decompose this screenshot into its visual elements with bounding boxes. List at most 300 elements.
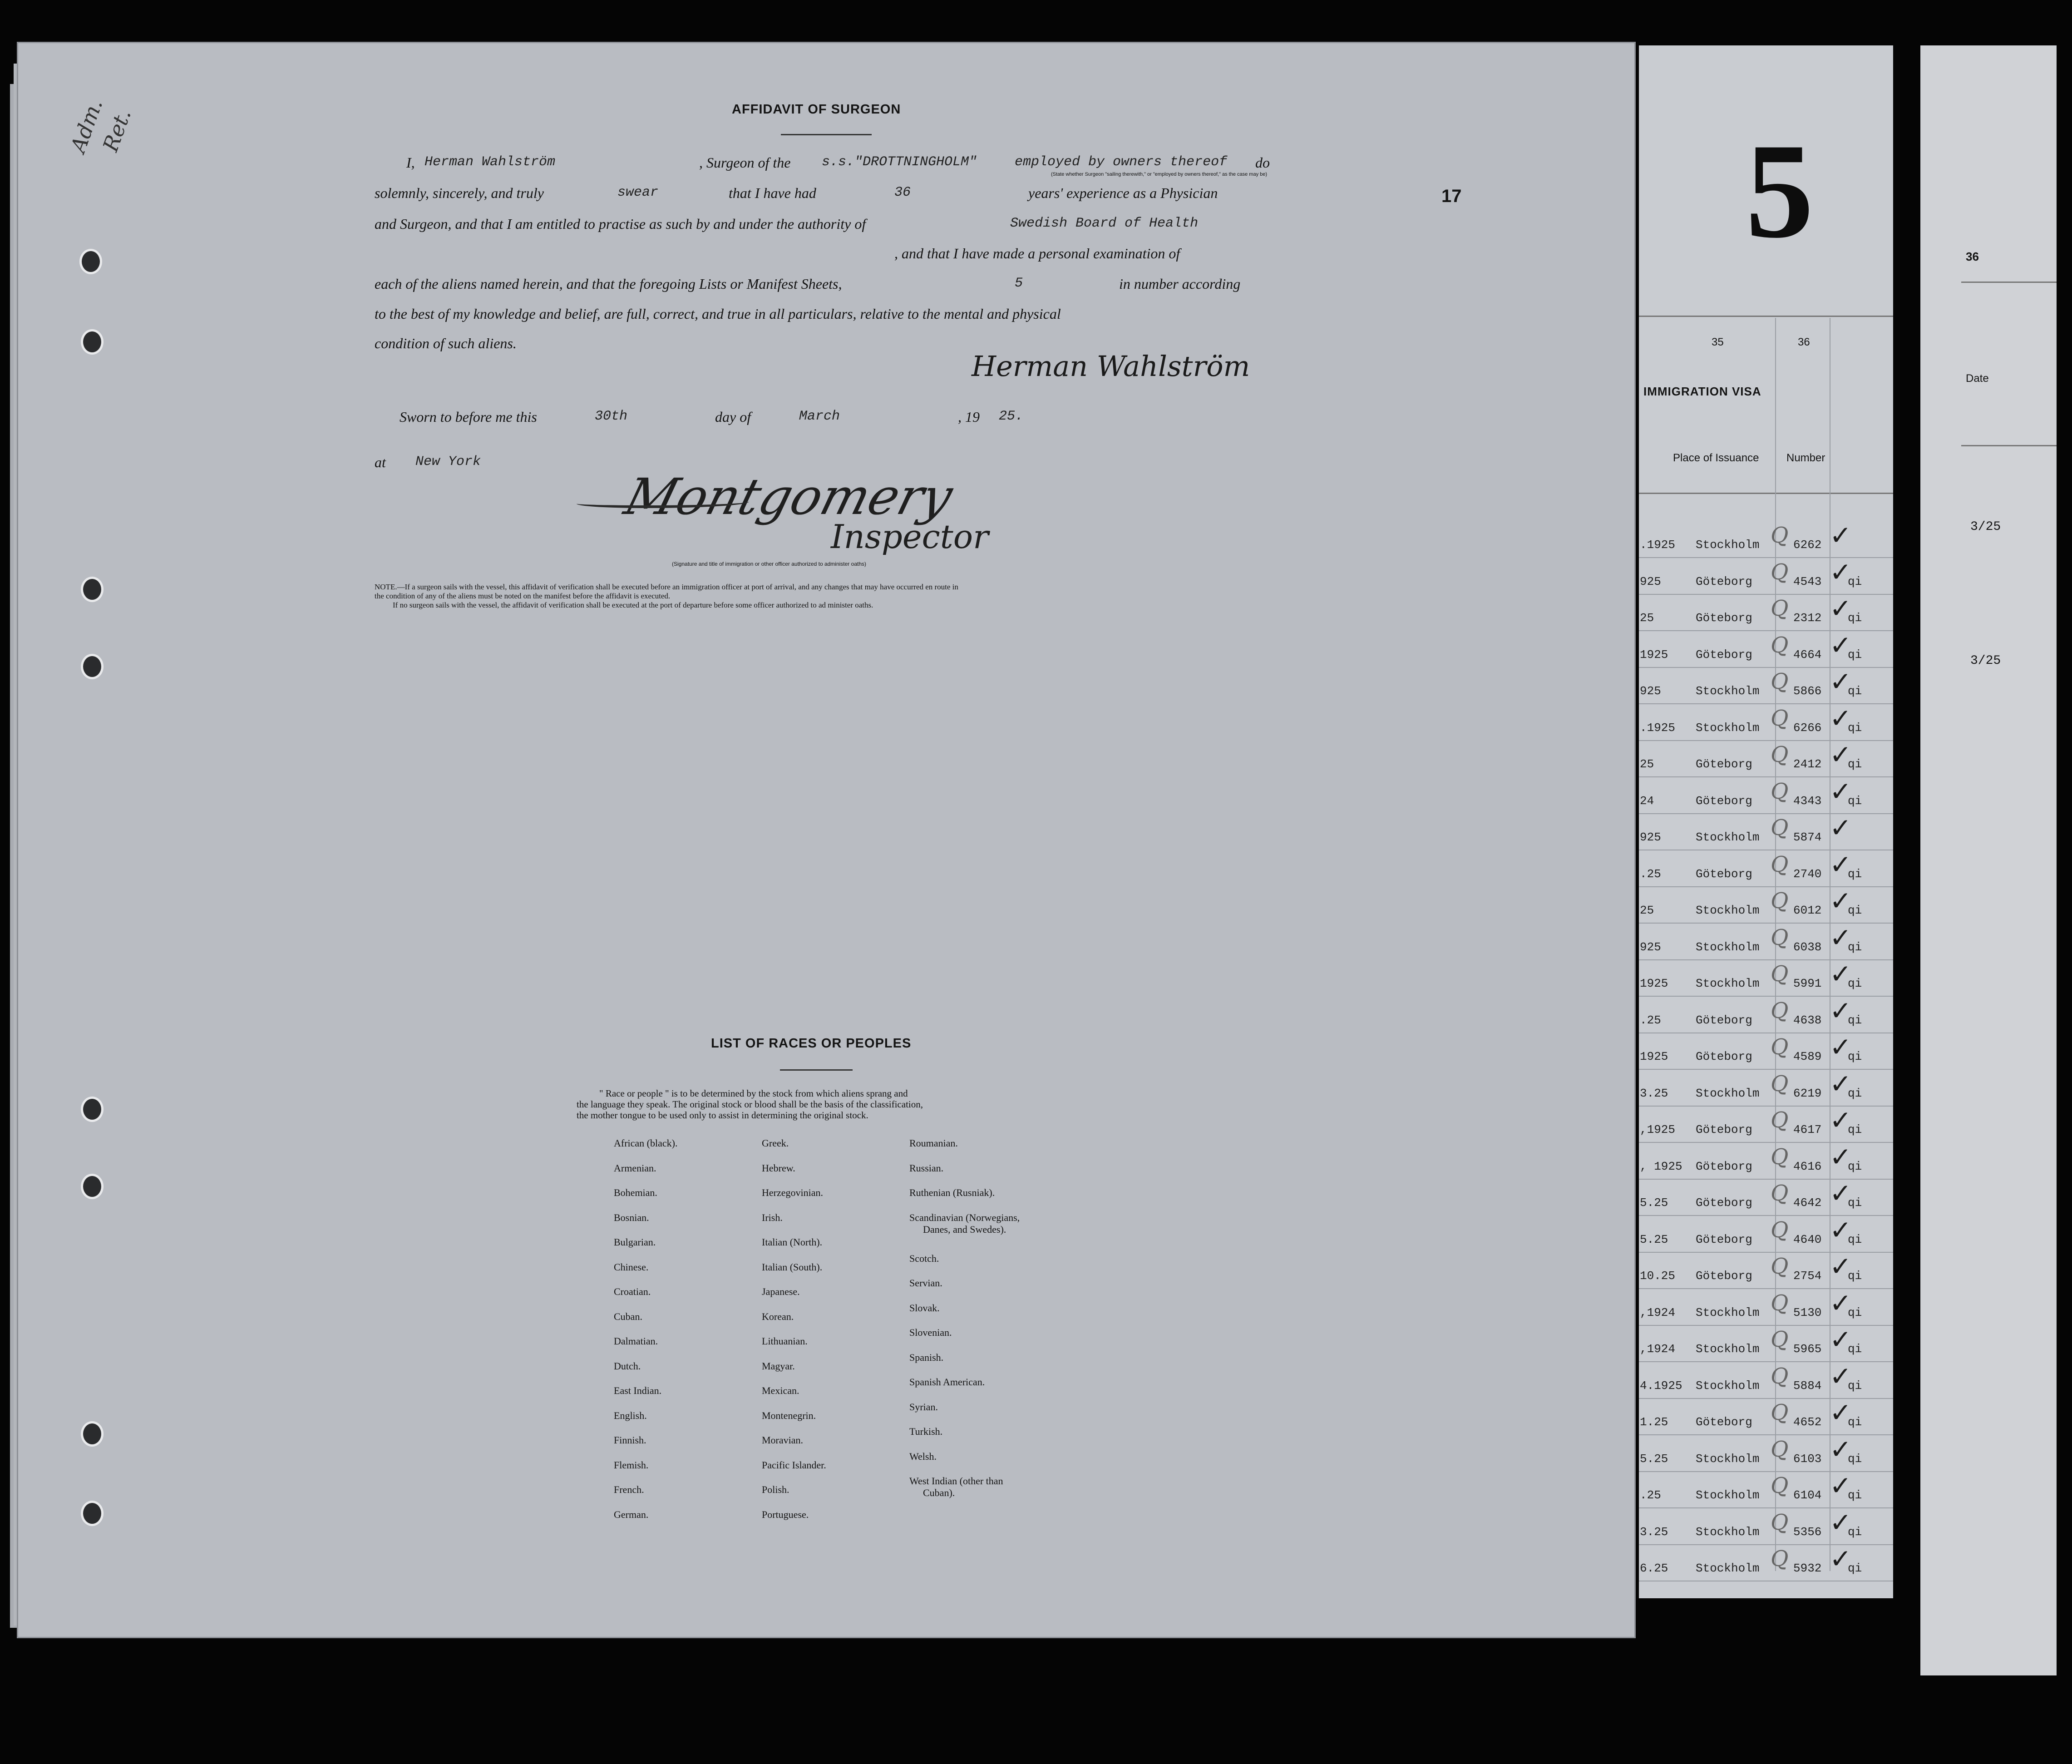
grid-line [1639, 776, 1893, 777]
race-item: Lithuanian. [762, 1335, 808, 1347]
visa-date: 4.1925 [1640, 1379, 1682, 1393]
visa-date: 5.25 [1640, 1452, 1668, 1466]
visa-mark: qi [1848, 1013, 1862, 1027]
check-mark-icon: ✓ [1830, 1360, 1852, 1392]
visa-number: 4638 [1793, 1013, 1822, 1027]
race-item: Welsh. [909, 1450, 937, 1462]
check-mark-icon: ✓ [1830, 1251, 1852, 1282]
races-col-3 [909, 1137, 1073, 1502]
affidavit-title: AFFIDAVIT OF SURGEON [732, 102, 901, 117]
punch-hole [81, 1097, 104, 1122]
visa-date: .25 [1640, 1488, 1661, 1502]
q-mark-icon: Q [1771, 1473, 1789, 1498]
race-item: Finnish. [614, 1434, 646, 1446]
visa-sheet [1639, 45, 1893, 1598]
visa-mark: qi [1848, 1415, 1862, 1429]
grid-line [1639, 1142, 1893, 1143]
race-item: Turkish. [909, 1426, 943, 1437]
race-item: Polish. [762, 1484, 789, 1495]
text: Sworn to before me this [400, 409, 537, 425]
check-mark-icon: ✓ [1830, 702, 1852, 734]
visa-place: Göteborg [1696, 867, 1752, 881]
race-item: Korean. [762, 1310, 794, 1322]
q-mark-icon: Q [1771, 669, 1789, 694]
check-mark-icon: ✓ [1830, 1507, 1852, 1538]
visa-place: Göteborg [1696, 1013, 1752, 1027]
visa-number: 4343 [1793, 794, 1822, 808]
employer-note: (State whether Surgeon "sailing therewith," or "employed by owners thereof," as the case may be) [1051, 172, 1268, 177]
q-mark-icon: Q [1771, 596, 1789, 621]
visa-header: IMMIGRATION VISA [1643, 385, 1761, 398]
q-mark-icon: Q [1771, 1107, 1789, 1133]
race-item: German. [614, 1508, 649, 1520]
visa-number: 6104 [1793, 1488, 1822, 1502]
visa-number: 5130 [1793, 1305, 1822, 1319]
grid-line [1639, 1106, 1893, 1107]
races-title: LIST OF RACES OR PEOPLES [711, 1036, 912, 1051]
check-mark-icon: ✓ [1830, 1324, 1852, 1355]
visa-date: 925 [1640, 684, 1661, 698]
visa-mark: qi [1848, 977, 1862, 990]
visa-date: 3.25 [1640, 1525, 1668, 1539]
punch-hole [81, 329, 104, 355]
text: West Indian (other than [909, 1475, 1003, 1487]
visa-date: 25 [1640, 611, 1654, 625]
race-item: East Indian. [614, 1385, 662, 1396]
visa-mark: qi [1848, 867, 1862, 881]
check-mark-icon: ✓ [1830, 885, 1852, 916]
visa-place: Göteborg [1696, 611, 1752, 625]
q-mark-icon: Q [1771, 1436, 1789, 1462]
text: day of [715, 409, 751, 425]
intro-line: the language they speak. The original stock or blood shall be the basis of the classification, [577, 1099, 923, 1110]
visa-place: Göteborg [1696, 647, 1752, 662]
visa-number: 6219 [1793, 1086, 1822, 1100]
visa-mark: qi [1848, 1159, 1862, 1173]
visa-place: Stockholm [1696, 1488, 1760, 1502]
check-mark-icon: ✓ [1830, 593, 1852, 624]
race-item: Bosnian. [614, 1211, 649, 1223]
visa-place: Göteborg [1696, 757, 1752, 771]
visa-number: 2740 [1793, 867, 1822, 881]
sheet-number: 5 [1746, 115, 1814, 266]
check-mark-icon: ✓ [1830, 739, 1852, 770]
visa-number: 5991 [1793, 977, 1822, 990]
punch-hole [81, 1501, 104, 1526]
visa-mark: qi [1848, 904, 1862, 917]
q-mark-icon: Q [1771, 778, 1789, 804]
visa-number: 4616 [1793, 1159, 1822, 1173]
check-mark-icon: ✓ [1830, 1141, 1852, 1172]
race-item: Scotch. [909, 1252, 939, 1264]
q-mark-icon: Q [1771, 1400, 1789, 1425]
employer: employed by owners thereof [1015, 154, 1228, 170]
years: 36 [894, 185, 911, 200]
race-item: Dalmatian. [614, 1335, 658, 1347]
visa-date: ,1924 [1640, 1305, 1676, 1319]
visa-place: Göteborg [1696, 574, 1752, 588]
text: years' experience as a Physician [1028, 185, 1218, 201]
visa-number: 6012 [1793, 904, 1822, 917]
grid-line [1639, 923, 1893, 924]
check-mark-icon: ✓ [1830, 922, 1852, 953]
visa-number: 4589 [1793, 1050, 1822, 1063]
visa-place: Göteborg [1696, 1269, 1752, 1283]
affidavit-line-5 [375, 276, 1283, 298]
sworn-year: 25. [999, 409, 1024, 424]
officer-caption: (Signature and title of immigration or other officer authorized to administer oaths) [672, 561, 866, 567]
race-item: Flemish. [614, 1459, 649, 1471]
visa-mark: qi [1848, 647, 1862, 662]
visa-mark: qi [1848, 794, 1862, 808]
back-sheet-date-header: Date [1966, 372, 1989, 385]
affidavit-line-2 [375, 185, 1278, 208]
visa-number: 5932 [1793, 1561, 1822, 1575]
races-col-1 [614, 1137, 750, 1533]
grid-line [1639, 1507, 1893, 1508]
race-item: Italian (South). [762, 1261, 823, 1273]
punch-hole [81, 654, 104, 679]
check-mark-icon: ✓ [1830, 666, 1852, 697]
visa-number: 4543 [1793, 574, 1822, 588]
check-mark-icon: ✓ [1830, 1397, 1852, 1428]
visa-number: 2412 [1793, 757, 1822, 771]
visa-mark: qi [1848, 1269, 1862, 1283]
q-mark-icon: Q [1771, 961, 1789, 987]
col-35: 35 [1712, 336, 1724, 348]
visa-number: 5965 [1793, 1342, 1822, 1356]
visa-number: 6266 [1793, 721, 1822, 735]
intro-line: " Race or people " is to be determined by the stock from which aliens sprang and [599, 1088, 908, 1099]
visa-mark: qi [1848, 940, 1862, 954]
race-item: Armenian. [614, 1162, 656, 1174]
visa-place: Göteborg [1696, 1196, 1752, 1210]
text: at [375, 454, 386, 470]
grid-line [1639, 1288, 1893, 1289]
visa-number: 4617 [1793, 1123, 1822, 1136]
number-header: Number [1786, 452, 1825, 464]
q-mark-icon: Q [1771, 559, 1789, 585]
grid-line [1639, 594, 1893, 595]
note-line: If no surgeon sails with the vessel, the affidavit of verification shall be executed at the port of departure before some officer authorized to ad minister oaths. [393, 601, 873, 609]
check-mark-icon: ✓ [1830, 1214, 1852, 1245]
visa-mark: qi [1848, 1123, 1862, 1136]
visa-place: Göteborg [1696, 1123, 1752, 1136]
visa-place: Stockholm [1696, 1525, 1760, 1539]
race-item: Magyar. [762, 1360, 795, 1372]
race-item: Chinese. [614, 1261, 649, 1273]
check-mark-icon: ✓ [1830, 1068, 1852, 1099]
affidavit-line-4: , and that I have made a personal examination of [894, 245, 1180, 262]
text: and Surgeon, and that I am entitled to practise as such by and under the authority of [375, 216, 866, 232]
race-item: French. [614, 1484, 644, 1495]
q-mark-icon: Q [1771, 742, 1789, 767]
visa-mark: qi [1848, 1196, 1862, 1210]
visa-date: ,1924 [1640, 1342, 1676, 1356]
visa-place: Stockholm [1696, 1342, 1760, 1356]
visa-place: Göteborg [1696, 1415, 1752, 1429]
text: Scandinavian (Norwegians, [909, 1211, 1020, 1223]
visa-date: 1.25 [1640, 1415, 1668, 1429]
race-item: Spanish American. [909, 1376, 985, 1388]
grid-line [1639, 1544, 1893, 1545]
q-mark-icon: Q [1771, 1546, 1789, 1571]
affidavit-line-7: condition of such aliens. [375, 335, 517, 351]
grid-line [1639, 630, 1893, 631]
race-item-scandinavian [909, 1212, 1073, 1253]
grid-line [1639, 667, 1893, 668]
surgeon-name: Herman Wahlström [424, 154, 556, 170]
visa-number: 5884 [1793, 1379, 1822, 1393]
place: New York [415, 454, 481, 469]
visa-mark: qi [1848, 1342, 1862, 1356]
visa-place: Stockholm [1696, 904, 1760, 917]
punch-hole [81, 1421, 104, 1447]
race-item: Croatian. [614, 1286, 651, 1297]
visa-date: 10.25 [1640, 1269, 1676, 1283]
visa-mark: qi [1848, 574, 1862, 588]
grid-line [1639, 996, 1893, 997]
sworn-month: March [799, 409, 840, 424]
visa-number: 6038 [1793, 940, 1822, 954]
title-rule [780, 1069, 853, 1071]
visa-number: 4664 [1793, 647, 1822, 662]
back-sheet-date-2: 3/25 [1970, 654, 2001, 668]
visa-date: 25 [1640, 904, 1654, 917]
visa-date: 5.25 [1640, 1196, 1668, 1210]
race-item: Dutch. [614, 1360, 641, 1372]
header-rule [1639, 316, 1893, 317]
visa-date: 24 [1640, 794, 1654, 808]
visa-date: .1925 [1640, 538, 1676, 552]
q-mark-icon: Q [1771, 1144, 1789, 1170]
authority: Swedish Board of Health [1010, 216, 1199, 231]
back-sheet-col-number: 36 [1966, 250, 1979, 263]
visa-mark: qi [1848, 757, 1862, 771]
header-rule [1639, 493, 1893, 494]
visa-date: 925 [1640, 574, 1661, 588]
visa-place: Stockholm [1696, 1379, 1760, 1393]
grid-line [1639, 557, 1893, 558]
back-sheet-date-1: 3/25 [1970, 520, 2001, 534]
q-mark-icon: Q [1771, 998, 1789, 1023]
affidavit-note [375, 583, 1283, 610]
affidavit-line-3 [375, 216, 1283, 238]
grid-line [1639, 1215, 1893, 1216]
grid-line [1639, 886, 1893, 887]
race-item: Hebrew. [762, 1162, 795, 1174]
race-item: Bulgarian. [614, 1236, 656, 1248]
q-mark-icon: Q [1771, 851, 1789, 877]
q-mark-icon: Q [1771, 1290, 1789, 1316]
visa-mark: qi [1848, 1452, 1862, 1466]
oath-word: swear [617, 185, 659, 200]
q-mark-icon: Q [1771, 1254, 1789, 1279]
sworn-day: 30th [595, 409, 628, 424]
visa-mark: qi [1848, 721, 1862, 735]
ship-name: s.s."DROTTNINGHOLM" [822, 154, 977, 170]
visa-mark: qi [1848, 611, 1862, 625]
visa-date: 5.25 [1640, 1232, 1668, 1246]
visa-number: 2312 [1793, 611, 1822, 625]
visa-place: Stockholm [1696, 830, 1760, 844]
visa-mark: qi [1848, 1086, 1862, 1100]
race-item: Servian. [909, 1277, 942, 1289]
visa-place: Göteborg [1696, 1232, 1752, 1246]
grid-line [1639, 1252, 1893, 1253]
visa-date: 25 [1640, 757, 1654, 771]
visa-mark: qi [1848, 1379, 1862, 1393]
race-item: Roumanian. [909, 1137, 958, 1149]
text: in number according [1119, 276, 1241, 292]
surgeon-signature: Herman Wahlström [972, 350, 1250, 383]
grid-line [1639, 813, 1893, 814]
check-mark-icon: ✓ [1830, 849, 1852, 880]
check-mark-icon: ✓ [1830, 1433, 1852, 1465]
race-item: Spanish. [909, 1351, 944, 1363]
punch-hole [81, 1174, 104, 1199]
check-mark-icon: ✓ [1830, 959, 1852, 989]
q-mark-icon: Q [1771, 1327, 1789, 1352]
q-mark-icon: Q [1771, 632, 1789, 658]
race-item: Russian. [909, 1162, 944, 1174]
sworn-line [400, 409, 1035, 431]
visa-mark: qi [1848, 1305, 1862, 1319]
text: , 19 [958, 409, 980, 425]
race-item: Syrian. [909, 1401, 938, 1413]
affidavit-line-6: to the best of my knowledge and belief, are full, correct, and true in all particulars, relative to the mental and physical [375, 306, 1061, 322]
visa-place: Stockholm [1696, 1305, 1760, 1319]
q-mark-icon: Q [1771, 1509, 1789, 1535]
back-sheet-rule [1961, 282, 2057, 283]
q-mark-icon: Q [1771, 815, 1789, 840]
q-mark-icon: Q [1771, 705, 1789, 731]
q-mark-icon: Q [1771, 1181, 1789, 1206]
grid-line [1639, 1179, 1893, 1180]
race-item: English. [614, 1409, 647, 1421]
race-item: Slovenian. [909, 1327, 952, 1338]
visa-mark: qi [1848, 1525, 1862, 1539]
grid-line [1639, 1434, 1893, 1435]
visa-mark: qi [1848, 1561, 1862, 1575]
visa-mark: qi [1848, 1050, 1862, 1063]
officer-signature: Montgomery [618, 468, 959, 526]
text: Cuban). [923, 1487, 955, 1498]
visa-number: 4642 [1793, 1196, 1822, 1210]
text: each of the aliens named herein, and that the foregoing Lists or Manifest Sheets, [375, 276, 842, 292]
visa-place: Stockholm [1696, 721, 1760, 735]
visa-mark: qi [1848, 684, 1862, 698]
check-mark-icon: ✓ [1830, 1105, 1852, 1136]
visa-number: 5866 [1793, 684, 1822, 698]
grid-line [1639, 740, 1893, 741]
visa-place: Stockholm [1696, 684, 1760, 698]
visa-date: .25 [1640, 1013, 1661, 1027]
race-item: Pacific Islander. [762, 1459, 826, 1471]
title-rule [781, 134, 872, 135]
grid-line [1639, 1471, 1893, 1472]
visa-date: .25 [1640, 867, 1661, 881]
grid-line [1639, 1398, 1893, 1399]
visa-place: Stockholm [1696, 1452, 1760, 1466]
race-item: Cuban. [614, 1310, 642, 1322]
text: that I have had [729, 185, 816, 201]
visa-number: 6103 [1793, 1452, 1822, 1466]
visa-number: 4652 [1793, 1415, 1822, 1429]
check-mark-icon: ✓ [1830, 629, 1852, 661]
visa-place: Stockholm [1696, 538, 1760, 552]
race-item: Moravian. [762, 1434, 804, 1446]
visa-date: .1925 [1640, 721, 1676, 735]
grid-line [1639, 1361, 1893, 1362]
margin-note: Adm. [65, 95, 108, 156]
race-item: Portuguese. [762, 1508, 809, 1520]
race-item: African (black). [614, 1137, 678, 1149]
back-sheet-rule [1961, 445, 2057, 446]
place-header: Place of Issuance [1673, 452, 1759, 464]
races-col-2 [762, 1137, 907, 1533]
punch-hole [79, 249, 102, 274]
q-mark-icon: Q [1771, 523, 1789, 548]
visa-date: 1925 [1640, 1050, 1668, 1063]
visa-place: Göteborg [1696, 1050, 1752, 1063]
race-item: Montenegrin. [762, 1409, 816, 1421]
visa-place: Stockholm [1696, 940, 1760, 954]
punch-hole [81, 577, 104, 602]
race-item: Herzegovinian. [762, 1187, 823, 1198]
check-mark-icon: ✓ [1830, 1287, 1852, 1319]
visa-place: Stockholm [1696, 1561, 1760, 1575]
sheet-count: 5 [1015, 276, 1023, 291]
visa-number: 6262 [1793, 538, 1822, 552]
grid-line [1639, 703, 1893, 704]
race-item: Bohemian. [614, 1187, 657, 1198]
intro-line: the mother tongue to be used only to assist in determining the original stock. [577, 1110, 868, 1121]
text: , Surgeon of the [699, 154, 791, 171]
back-sheet [1920, 45, 2057, 1675]
text: solemnly, sincerely, and truly [375, 185, 544, 201]
visa-date: 925 [1640, 830, 1661, 844]
margin-note: Ret. [98, 106, 136, 155]
visa-number: 2754 [1793, 1269, 1822, 1283]
race-item: Irish. [762, 1211, 783, 1223]
race-item: Slovak. [909, 1302, 940, 1314]
check-mark-icon: ✓ [1830, 1470, 1852, 1501]
check-mark-icon: ✓ [1830, 556, 1852, 588]
race-item: Mexican. [762, 1385, 799, 1396]
visa-date: 6.25 [1640, 1561, 1668, 1575]
note-line: the condition of any of the aliens must be noted on the manifest before the affidavit is executed. [375, 592, 671, 600]
visa-date: 925 [1640, 940, 1661, 954]
grid-line [1639, 1069, 1893, 1070]
visa-date: 1925 [1640, 977, 1668, 990]
check-mark-icon: ✓ [1830, 1178, 1852, 1209]
q-mark-icon: Q [1771, 1363, 1789, 1389]
q-mark-icon: Q [1771, 1034, 1789, 1060]
text: Danes, and Swedes). [923, 1223, 1006, 1235]
text: do [1255, 154, 1270, 171]
q-mark-icon: Q [1771, 1071, 1789, 1097]
q-mark-icon: Q [1771, 888, 1789, 914]
race-item: Ruthenian (Rusniak). [909, 1187, 995, 1198]
visa-number: 5356 [1793, 1525, 1822, 1539]
check-mark-icon: ✓ [1830, 1543, 1852, 1574]
check-mark-icon: ✓ [1830, 1032, 1852, 1062]
officer-title-signature: Inspector [831, 518, 989, 556]
visa-place: Stockholm [1696, 1086, 1760, 1100]
race-item: Greek. [762, 1137, 789, 1149]
check-mark-icon: ✓ [1830, 520, 1852, 551]
